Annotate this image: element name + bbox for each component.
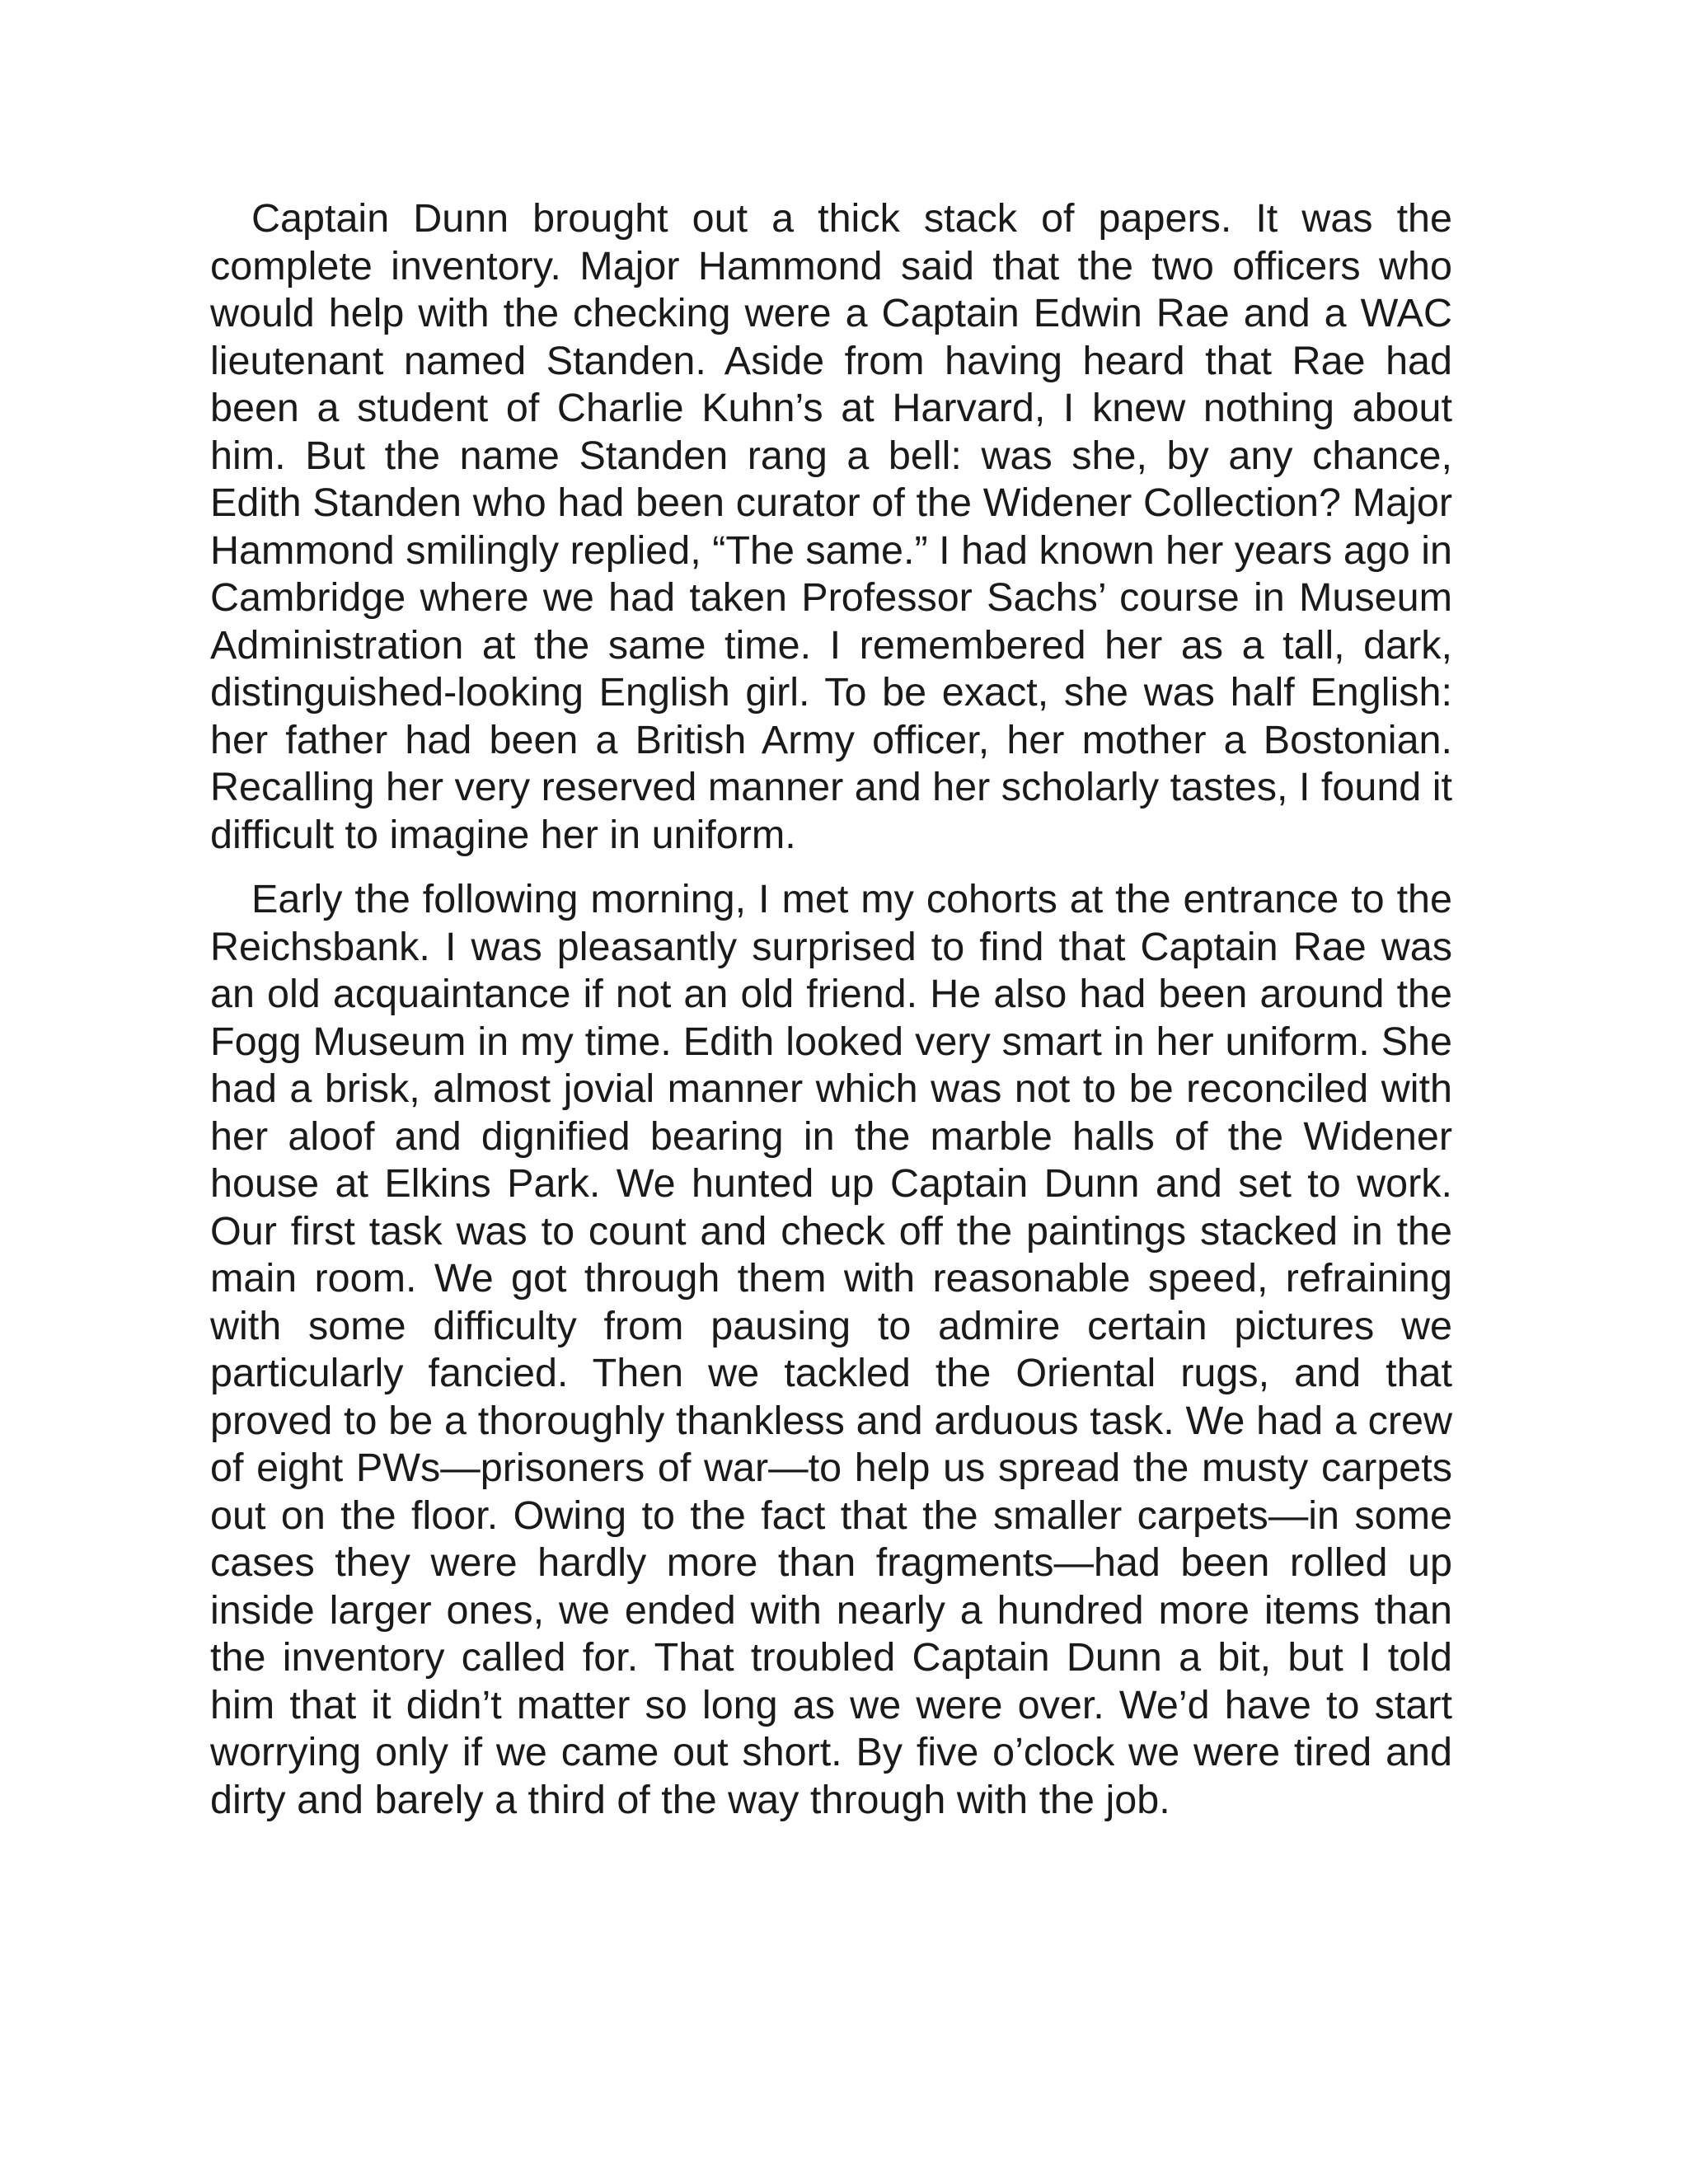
paragraph-1: Captain Dunn brought out a thick stack of papers. It was the complete inventory. Major Hammond said that the two officers who would help with the checking were a Captain Edwin Rae and a WAC lieutenant named Standen. Aside from having heard that Rae had been a student of Charlie Kuhn’s at Harvard, I knew nothing about him. But the name Standen rang a bell: was she, by any chance, Edith Standen who had been curator of the Widener Collection? Major Hammond smilingly replied, “The same.” I had known her years ago in Cambridge where we had taken Professor Sachs’ course in Museum Administration at the same time. I remembered her as a tall, dark, distinguished-looking English girl. To be exact, she was half English: her father had been a British Army officer, her mother a Bostonian. Recalling her very reserved manner and her scholarly tastes, I found it difficult to imagine her in uniform. (210, 196, 1452, 857)
document-page (210, 195, 1452, 1824)
paragraph-2: Early the following morning, I met my cohorts at the entrance to the Reichsbank. I was pleasantly surprised to find that Captain Rae was an old acquaintance if not an old friend. He also had been around the Fogg Museum in my time. Edith looked very smart in her uniform. She had a brisk, almost jovial manner which was not to be reconciled with her aloof and dignified bearing in the marble halls of the Widener house at Elkins Park. We hunted up Captain Dunn and set to work. Our first task was to count and check off the paintings stacked in the main room. We got through them with reasonable speed, refraining with some difficulty from pausing to admire certain pictures we particularly fancied. Then we tackled the Oriental rugs, and that proved to be a thoroughly thankless and arduous task. We had a crew of eight PWs—prisoners of war—to help us spread the musty carpets out on the floor. Owing to the fact that the smaller carpets—in some cases they were hardly more than fragments—had been rolled up inside larger ones, we ended with nearly a hundred more items than the inventory called for. That troubled Captain Dunn a bit, but I told him that it didn’t matter so long as we were over. We’d have to start worrying only if we came out short. By five o’clock we were tired and dirty and barely a third of the way through with the job. (210, 877, 1452, 1822)
